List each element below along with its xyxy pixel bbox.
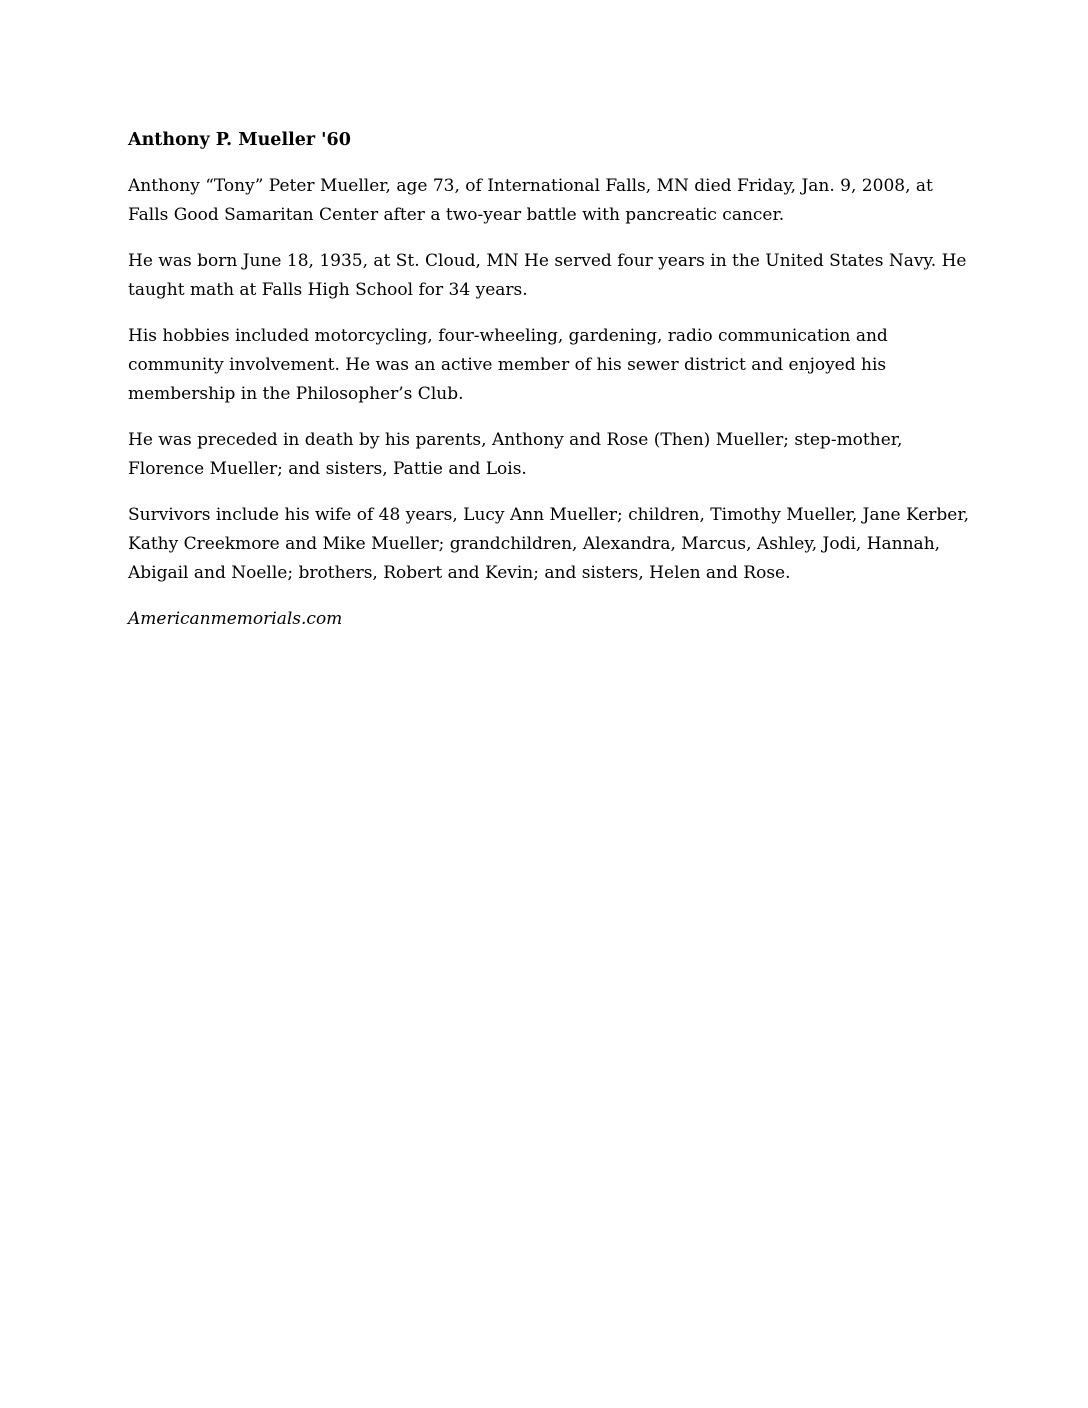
source-credit: Americanmemorials.com xyxy=(128,609,343,629)
obituary-title: Anthony P. Mueller '60 xyxy=(128,130,351,150)
obituary-content xyxy=(128,126,978,634)
paragraph-death-notice: Anthony “Tony” Peter Mueller, age 73, of International Falls, MN died Friday, Jan. 9, 2008, at Falls Good Samaritan Center after a two-year battle with pancreatic cancer. xyxy=(128,176,933,225)
paragraph-biography: He was born June 18, 1935, at St. Cloud, MN He served four years in the United States Navy. He taught math at Falls High School for 34 years. xyxy=(128,251,967,300)
paragraph-preceded-in-death: He was preceded in death by his parents, Anthony and Rose (Then) Mueller; step-mother, Florence Mueller; and sisters, Pattie and Lois. xyxy=(128,430,903,479)
paragraph-hobbies: His hobbies included motorcycling, four-wheeling, gardening, radio communication and community involvement. He was an active member of his sewer district and enjoyed his membership in the Philosopher’s Club. xyxy=(128,326,888,404)
paragraph-survivors: Survivors include his wife of 48 years, Lucy Ann Mueller; children, Timothy Mueller, Jane Kerber, Kathy Creekmore and Mike Mueller; grandchildren, Alexandra, Marcus, Ashley, Jodi, Hannah, Abigail and Noelle; brothers, Robert and Kevin; and sisters, Helen and Rose. xyxy=(128,505,970,583)
